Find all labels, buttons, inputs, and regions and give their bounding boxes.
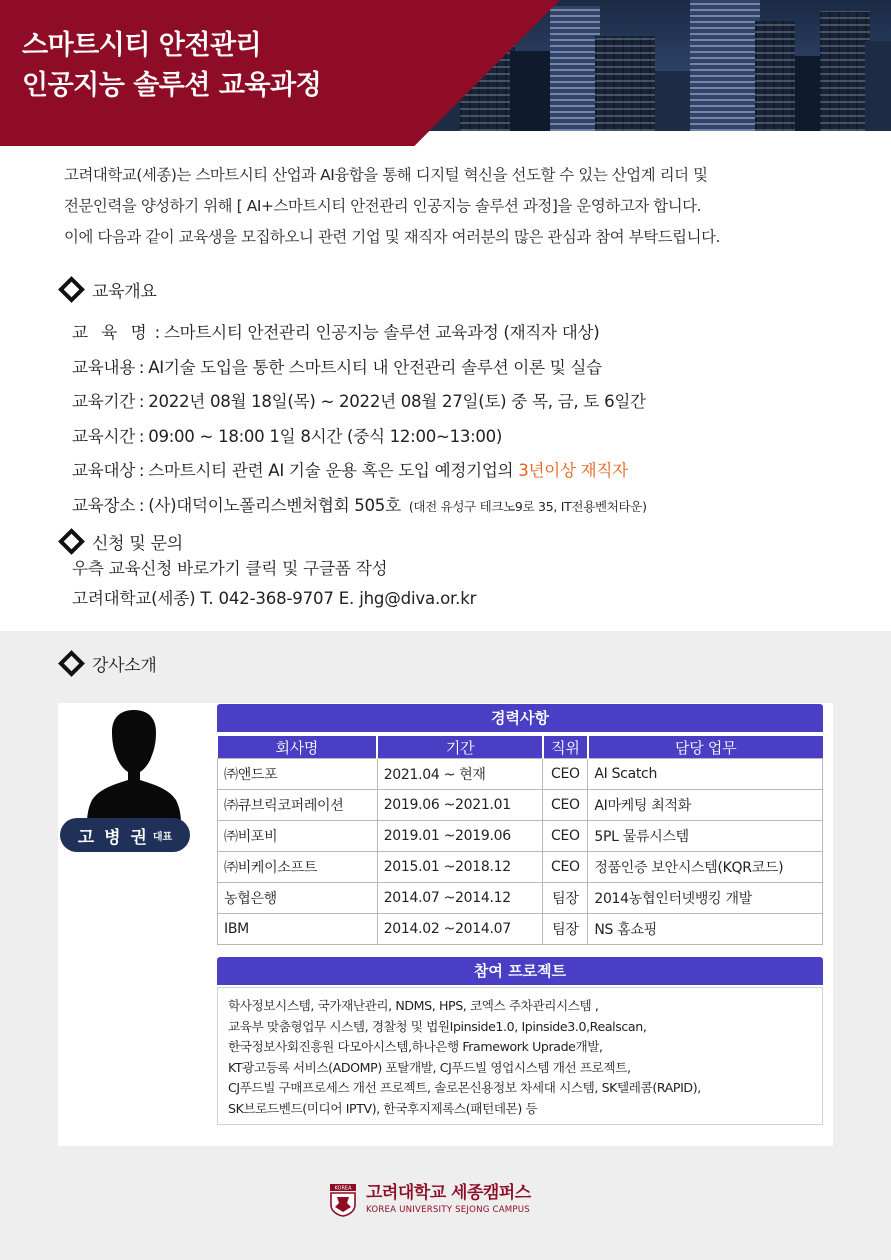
overview-label: 교육장소 [72,495,135,515]
overview-label: 교육내용 [72,357,135,377]
period-cell: 2019.06 ~2021.01 [377,790,543,821]
header-banner [0,0,891,146]
project-line: KT광고등록 서비스(ADOMP) 포탈개발, CJ푸드빌 영업시스템 개선 프로젝트, [228,1059,631,1075]
period-cell: 2015.01 ~2018.12 [377,852,543,883]
company-cell: 농협은행 [218,883,378,914]
overview-separator: : [138,426,145,446]
table-row [218,759,823,790]
section-heading-overview [58,277,157,302]
page-title [22,26,321,106]
section-heading-label: 강사소개 [92,656,157,676]
duty-cell: 정품인증 보안시스템(KQR코드) [588,852,823,883]
overview-separator: : [138,357,145,377]
instructor-name: 고 병 권 [77,827,149,848]
project-line: SK브로드벤드(미디어 IPTV), 한국후지제록스(패턴데몬) 등 [228,1100,538,1116]
intro-paragraph [64,160,854,253]
duty-cell: AI Scatch [588,759,823,790]
period-cell: 2021.04 ~ 현재 [377,759,543,790]
company-cell: IBM [218,914,378,945]
overview-list [72,316,647,523]
table-row [218,790,823,821]
overview-value: 09:00 ~ 18:00 1일 8시간 (중식 12:00~13:00) [148,426,503,446]
projects-list [217,987,823,1125]
title-line-1: 스마트시티 안전관리 [22,30,262,61]
contact-info [72,554,476,614]
overview-value: 스마트시티 관련 AI 기술 운용 혹은 도입 예정기업의 [148,461,519,480]
section-heading-label: 교육개요 [92,282,157,302]
svg-text:KOREA: KOREA [334,1185,352,1192]
overview-value: AI기술 도입을 통한 스마트시티 내 안전관리 솔루션 이론 및 실습 [148,357,602,377]
project-line: 한국정보사회진흥원 다모아시스템,하나은행 Framework Uprade개발, [228,1039,603,1054]
overview-separator: : [138,461,145,480]
position-cell: 팀장 [543,914,588,945]
duty-cell: NS 홈쇼핑 [588,914,823,945]
period-cell: 2014.07 ~2014.12 [377,883,543,914]
overview-row-location [72,489,647,524]
career-table [217,736,823,945]
overview-row-content [72,351,647,386]
column-header: 회사명 [218,736,378,759]
university-crest-icon [329,1183,357,1217]
career-table-header [218,736,823,759]
position-cell: CEO [543,790,588,821]
overview-label: 교육대상 [72,461,135,480]
intro-line: 이에 다음과 같이 교육생을 모집하오니 관련 기업 및 재직자 여러분의 많은 관심과 참여 부탁드립니다. [64,228,721,246]
position-cell: CEO [543,821,588,852]
diamond-bullet-icon [58,276,85,303]
table-row [218,883,823,914]
overview-row-name [72,316,647,351]
title-line-2: 인공지능 솔루션 교육과정 [22,70,322,101]
overview-row-period [72,385,647,420]
column-header: 직위 [543,736,588,759]
location-address-note: (대전 유성구 테크노9로 35, IT전용벤처타운) [408,498,647,514]
company-cell: ㈜비케이소프트 [218,852,378,883]
overview-label: 교 육 명 [72,323,151,342]
column-header: 기간 [377,736,543,759]
intro-line: 고려대학교(세종)는 스마트시티 산업과 AI융합을 통해 디지털 혁신을 선도할 수 있는 산업계 리더 및 [64,166,708,184]
table-row [218,914,823,945]
project-line: CJ푸드빌 구매프로세스 개선 프로젝트, 솔로몬신용정보 차세대 시스템, SK텔레콤(RAPID), [228,1080,701,1095]
section-heading-contact [58,529,183,554]
diamond-bullet-icon [58,528,85,555]
column-header: 담당 업무 [588,736,823,759]
projects-title-bar: 참여 프로젝트 [217,957,823,985]
overview-value: (사)대덕이노폴리스벤처협회 505호 [148,495,401,515]
contact-line: 우측 교육신청 바로가기 클릭 및 구글폼 작성 [72,559,388,578]
overview-separator: : [138,392,145,411]
project-line: 학사정보시스템, 국가재난관리, NDMS, HPS, 코엑스 주차관리시스템 , [228,998,599,1013]
duty-cell: 5PL 물류시스템 [588,821,823,852]
contact-line: 고려대학교(세종) T. 042-368-9707 E. jhg@diva.or.kr [72,589,477,608]
period-cell: 2019.01 ~2019.06 [377,821,543,852]
instructor-name-badge [60,818,190,852]
table-row [218,852,823,883]
target-highlight: 3년이상 재직자 [518,461,628,480]
logo-korean-name: 고려대학교 세종캠퍼스 [366,1183,531,1203]
overview-separator: : [154,323,160,342]
overview-row-time [72,420,647,455]
period-cell: 2014.02 ~2014.07 [377,914,543,945]
logo-english-name: KOREA UNIVERSITY SEJONG CAMPUS [366,1205,530,1215]
company-cell: ㈜앤드포 [218,759,378,790]
company-cell: ㈜큐브릭코퍼레이션 [218,790,378,821]
overview-label: 교육기간 [72,392,135,411]
intro-line: 전문인력을 양성하기 위해 [ AI+스마트시티 안전관리 인공지능 솔루션 과정]을 운영하고자 합니다. [64,197,702,215]
section-heading-instructor [58,651,157,676]
career-title-bar: 경력사항 [217,704,823,732]
company-cell: ㈜비포비 [218,821,378,852]
diamond-bullet-icon [58,650,85,677]
logo-text [366,1183,531,1217]
overview-value: 스마트시티 안전관리 인공지능 솔루션 교육과정 (재직자 대상) [163,323,600,342]
section-heading-label: 신청 및 문의 [92,534,183,554]
overview-value: 2022년 08월 18일(목) ~ 2022년 08월 27일(토) 중 목, 금, 토 6일간 [148,392,646,411]
university-logo [329,1183,531,1217]
project-line: 교육부 맞춤형업무 시스템, 경찰청 및 법원Ipinside1.0, Ipinside3.0,Realscan, [228,1018,647,1034]
duty-cell: AI마케팅 최적화 [588,790,823,821]
position-cell: CEO [543,852,588,883]
table-row [218,821,823,852]
position-cell: CEO [543,759,588,790]
duty-cell: 2014농협인터넷뱅킹 개발 [588,883,823,914]
overview-row-target [72,454,647,489]
overview-separator: : [138,495,145,515]
overview-label: 교육시간 [72,426,135,446]
position-cell: 팀장 [543,883,588,914]
person-silhouette-icon [86,706,182,824]
instructor-role: 대표 [152,831,173,843]
